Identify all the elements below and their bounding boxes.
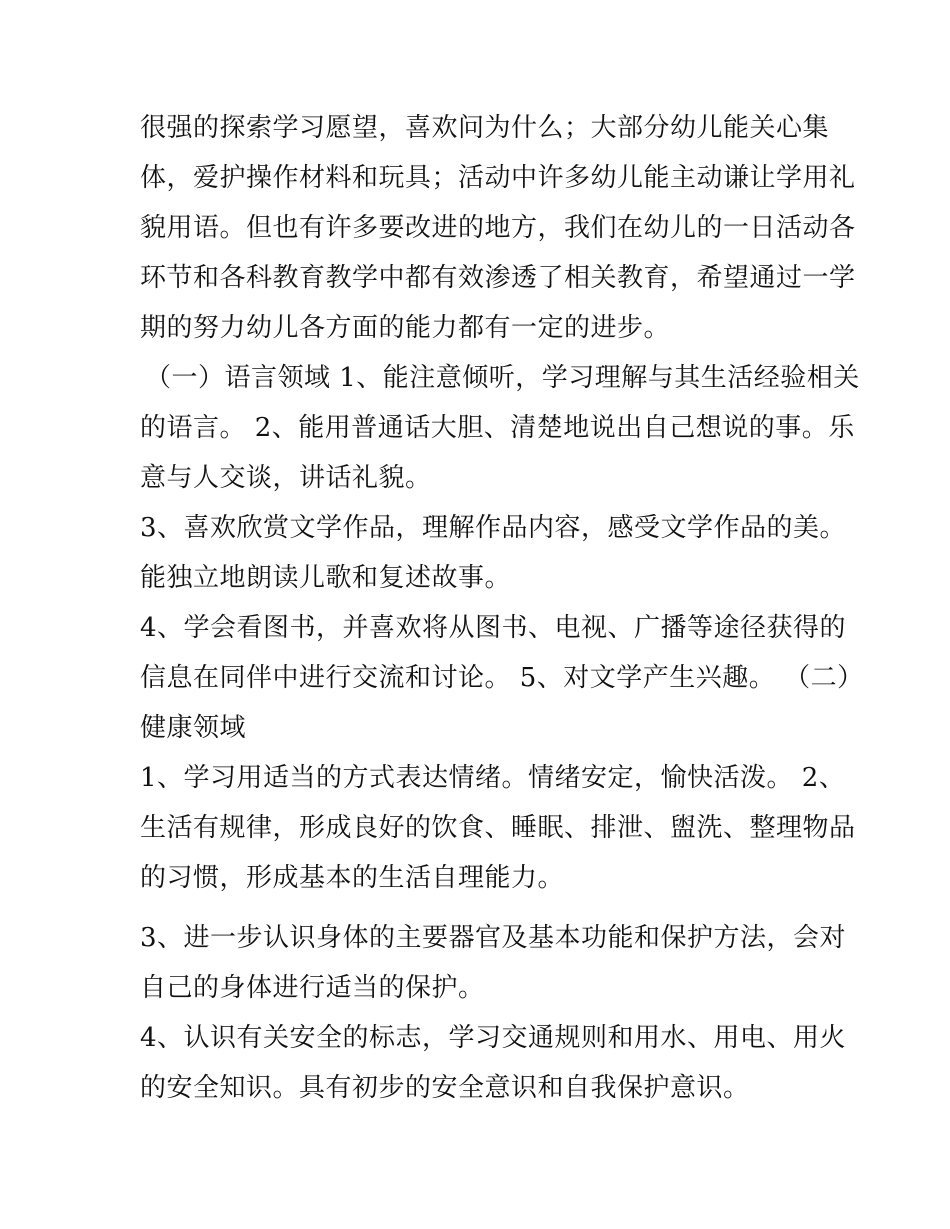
paragraph-line: 自己的身体进行适当的保护。 [140, 973, 485, 1003]
paragraph-line: 期的努力幼儿各方面的能力都有一定的进步。 [140, 313, 671, 343]
paragraph-line: 体，爱护操作材料和玩具；活动中许多幼儿能主动谦让学用礼 [140, 163, 856, 193]
paragraph-line: 环节和各科教育教学中都有效渗透了相关教育，希望通过一学 [140, 263, 856, 293]
paragraph-line: 的语言。 2、能用普通话大胆、清楚地说出自己想说的事。乐 [140, 413, 855, 443]
section-heading-health: 健康领域 [140, 713, 247, 743]
paragraph-line: 貌用语。但也有许多要改进的地方，我们在幼儿的一日活动各 [140, 213, 856, 243]
paragraph-line: 的安全知识。具有初步的安全意识和自我保护意识。 [140, 1073, 750, 1103]
paragraph-line: 能独立地朗读儿歌和复述故事。 [140, 563, 512, 593]
paragraph-line: 意与人交谈，讲话礼貌。 [140, 463, 432, 493]
list-item-line: 1、学习用适当的方式表达情绪。情绪安定，愉快活泼。 2、 [140, 763, 846, 793]
list-item-line: 3、进一步认识身体的主要器官及基本功能和保护方法，会对 [140, 923, 847, 953]
paragraph-line: 信息在同伴中进行交流和讨论。 5、对文学产生兴趣。 （二） [140, 663, 864, 693]
section-heading-language: （一）语言领域 1、能注意倾听，学习理解与其生活经验相关 [145, 363, 860, 393]
paragraph-line: 很强的探索学习愿望，喜欢问为什么；大部分幼儿能关心集 [140, 113, 830, 143]
paragraph-line: 的习惯，形成基本的生活自理能力。 [140, 863, 565, 893]
list-item-line: 3、喜欢欣赏文学作品，理解作品内容，感受文学作品的美。 [140, 513, 847, 543]
list-item-line: 4、认识有关安全的标志，学习交通规则和用水、用电、用火 [140, 1023, 847, 1053]
list-item-line: 4、学会看图书，并喜欢将从图书、电视、广播等途径获得的 [140, 613, 847, 643]
paragraph-line: 生活有规律，形成良好的饮食、睡眠、排泄、盥洗、整理物品 [140, 813, 856, 843]
